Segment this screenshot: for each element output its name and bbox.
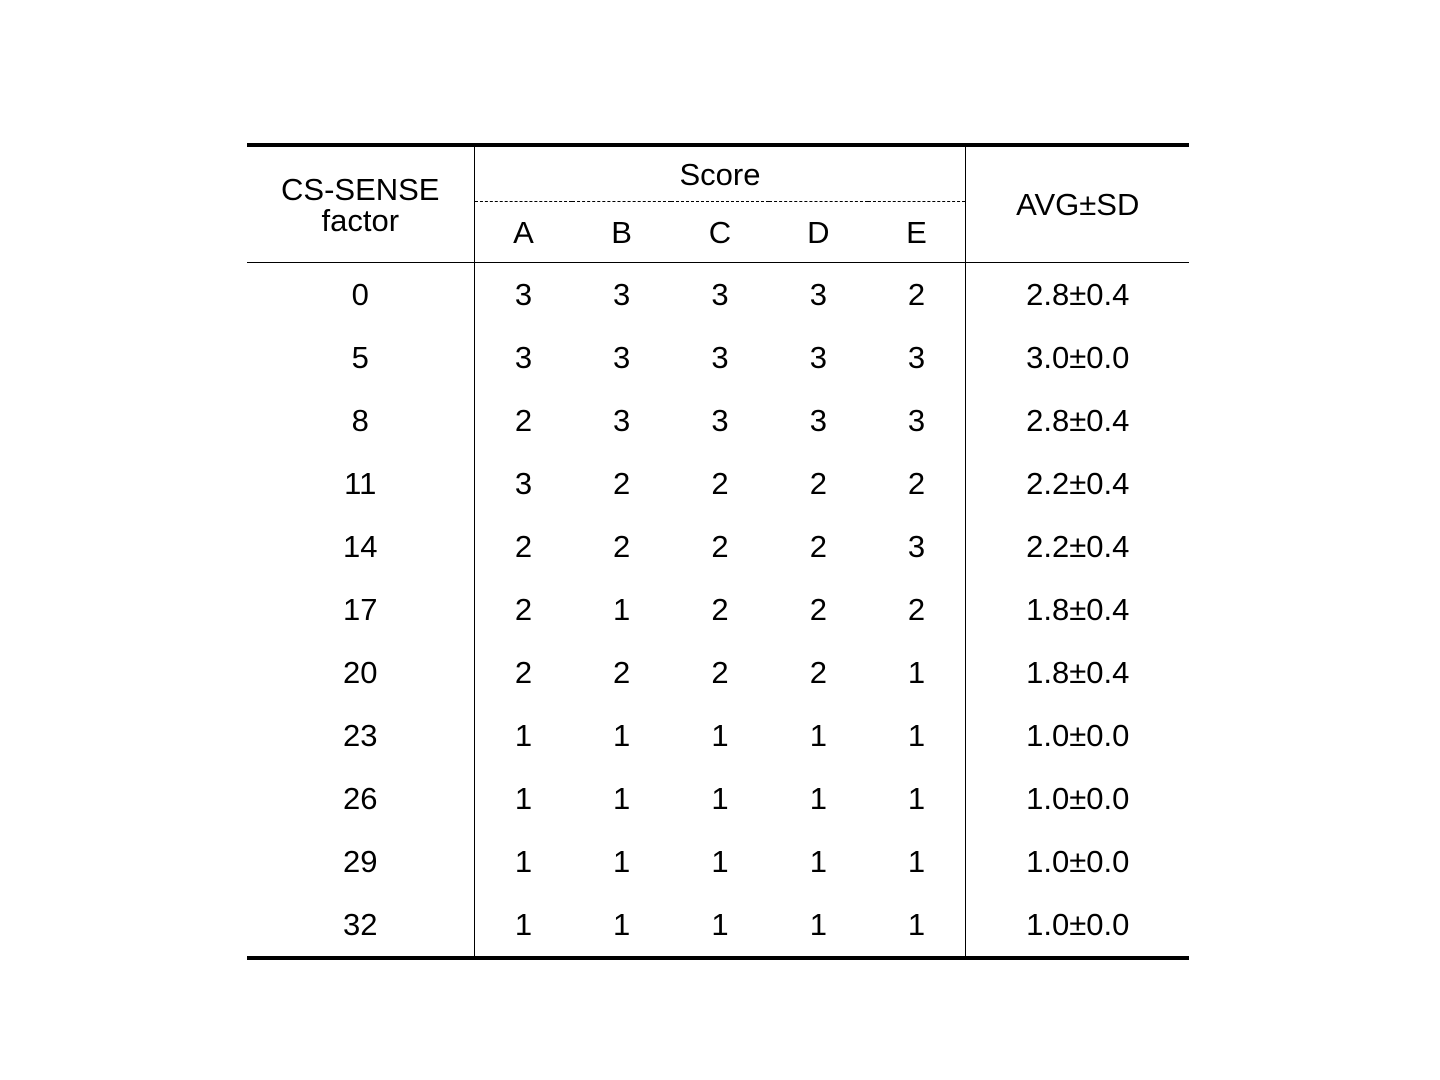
factor-column-header (247, 145, 474, 263)
avg-cell: 3.0±0.0 (1026, 340, 1130, 375)
score-cell-e: 2 (868, 263, 966, 327)
score-cell-c: 1 (711, 844, 729, 879)
score-cell-a: 3 (514, 277, 533, 312)
score-cell-e: 3 (868, 389, 966, 452)
score-cell-c: 1 (711, 781, 729, 816)
score-cell-c: 2 (711, 592, 729, 627)
factor-cell: 23 (247, 704, 474, 767)
factor-cell: 20 (247, 641, 474, 704)
table-row (247, 830, 1189, 893)
score-cell-b: 2 (612, 466, 631, 501)
table-row (247, 452, 1189, 515)
score-cell-e: 1 (868, 767, 966, 830)
score-column-header-e: E (868, 202, 966, 263)
factor-header-line1: CS-SENSE (281, 171, 440, 207)
avg-cell: 1.8±0.4 (1026, 655, 1130, 690)
table-row (247, 578, 1189, 641)
score-cell-d: 2 (809, 466, 827, 501)
score-cell-b: 2 (612, 655, 631, 690)
factor-cell: 29 (247, 830, 474, 893)
score-cell-d: 1 (809, 844, 827, 879)
avg-cell: 1.0±0.0 (1026, 718, 1130, 753)
table-row (247, 704, 1189, 767)
table-row (247, 263, 1189, 327)
score-cell-c: 2 (711, 466, 729, 501)
score-cell-b: 3 (612, 340, 631, 375)
factor-cell: 0 (247, 263, 474, 327)
avg-cell: 2.8±0.4 (1026, 277, 1130, 312)
score-cell-a: 1 (514, 718, 533, 753)
factor-cell: 8 (247, 389, 474, 452)
avg-cell: 2.2±0.4 (1026, 466, 1130, 501)
score-cell-c: 1 (711, 907, 729, 942)
factor-cell: 17 (247, 578, 474, 641)
avg-cell: 2.8±0.4 (1026, 403, 1130, 438)
avg-column-header: AVG±SD (966, 145, 1189, 263)
table-row (247, 893, 1189, 958)
score-cell-d: 2 (809, 592, 827, 627)
score-cell-c: 3 (711, 403, 729, 438)
score-cell-b: 1 (612, 781, 631, 816)
table-row (247, 641, 1189, 704)
factor-cell: 11 (247, 452, 474, 515)
avg-cell: 1.0±0.0 (1026, 844, 1130, 879)
header-row-top (247, 145, 1189, 202)
score-cell-d: 3 (809, 277, 827, 312)
score-cell-d: 1 (809, 781, 827, 816)
score-cell-e: 2 (868, 452, 966, 515)
score-cell-e: 1 (868, 641, 966, 704)
score-cell-e: 3 (868, 515, 966, 578)
score-cell-b: 1 (612, 907, 631, 942)
avg-cell: 2.2±0.4 (1026, 529, 1130, 564)
score-cell-d: 3 (809, 340, 827, 375)
table-row (247, 767, 1189, 830)
score-cell-e: 1 (868, 704, 966, 767)
score-cell-e: 1 (868, 830, 966, 893)
score-cell-b: 2 (612, 529, 631, 564)
table-row (247, 389, 1189, 452)
score-column-header-c: C (671, 202, 769, 263)
score-cell-c: 2 (711, 655, 729, 690)
score-cell-a: 1 (514, 844, 533, 879)
score-cell-d: 2 (809, 655, 827, 690)
factor-cell: 5 (247, 326, 474, 389)
score-cell-a: 1 (514, 781, 533, 816)
factor-cell: 26 (247, 767, 474, 830)
score-cell-a: 3 (514, 340, 533, 375)
score-column-header-d: D (769, 202, 867, 263)
score-cell-c: 2 (711, 529, 729, 564)
score-cell-d: 2 (809, 529, 827, 564)
score-cell-e: 2 (868, 578, 966, 641)
factor-header-line2: factor (321, 202, 400, 238)
score-cell-a: 3 (514, 466, 533, 501)
table-row (247, 515, 1189, 578)
factor-cell: 32 (247, 893, 474, 958)
score-cell-a: 2 (514, 403, 533, 438)
score-cell-d: 3 (809, 403, 827, 438)
score-cell-a: 2 (514, 592, 533, 627)
factor-cell: 14 (247, 515, 474, 578)
score-cell-c: 3 (711, 277, 729, 312)
score-cell-e: 3 (868, 326, 966, 389)
score-cell-d: 1 (809, 718, 827, 753)
score-cell-a: 2 (514, 529, 533, 564)
score-cell-c: 3 (711, 340, 729, 375)
table-body (247, 263, 1189, 959)
score-group-header: Score (474, 145, 966, 202)
score-cell-b: 1 (612, 844, 631, 879)
score-cell-d: 1 (809, 907, 827, 942)
score-cell-b: 3 (612, 277, 631, 312)
avg-cell: 1.0±0.0 (1026, 781, 1130, 816)
score-cell-c: 1 (711, 718, 729, 753)
score-cell-b: 3 (612, 403, 631, 438)
score-cell-b: 1 (612, 718, 631, 753)
table-row (247, 326, 1189, 389)
score-table (247, 143, 1189, 960)
score-cell-a: 2 (514, 655, 533, 690)
avg-cell: 1.0±0.0 (1026, 907, 1130, 942)
score-cell-e: 1 (868, 893, 966, 958)
score-column-header-b: B (572, 202, 670, 263)
score-column-header-a: A (474, 202, 572, 263)
table-header (247, 145, 1189, 263)
score-cell-b: 1 (612, 592, 631, 627)
avg-cell: 1.8±0.4 (1026, 592, 1130, 627)
score-cell-a: 1 (514, 907, 533, 942)
